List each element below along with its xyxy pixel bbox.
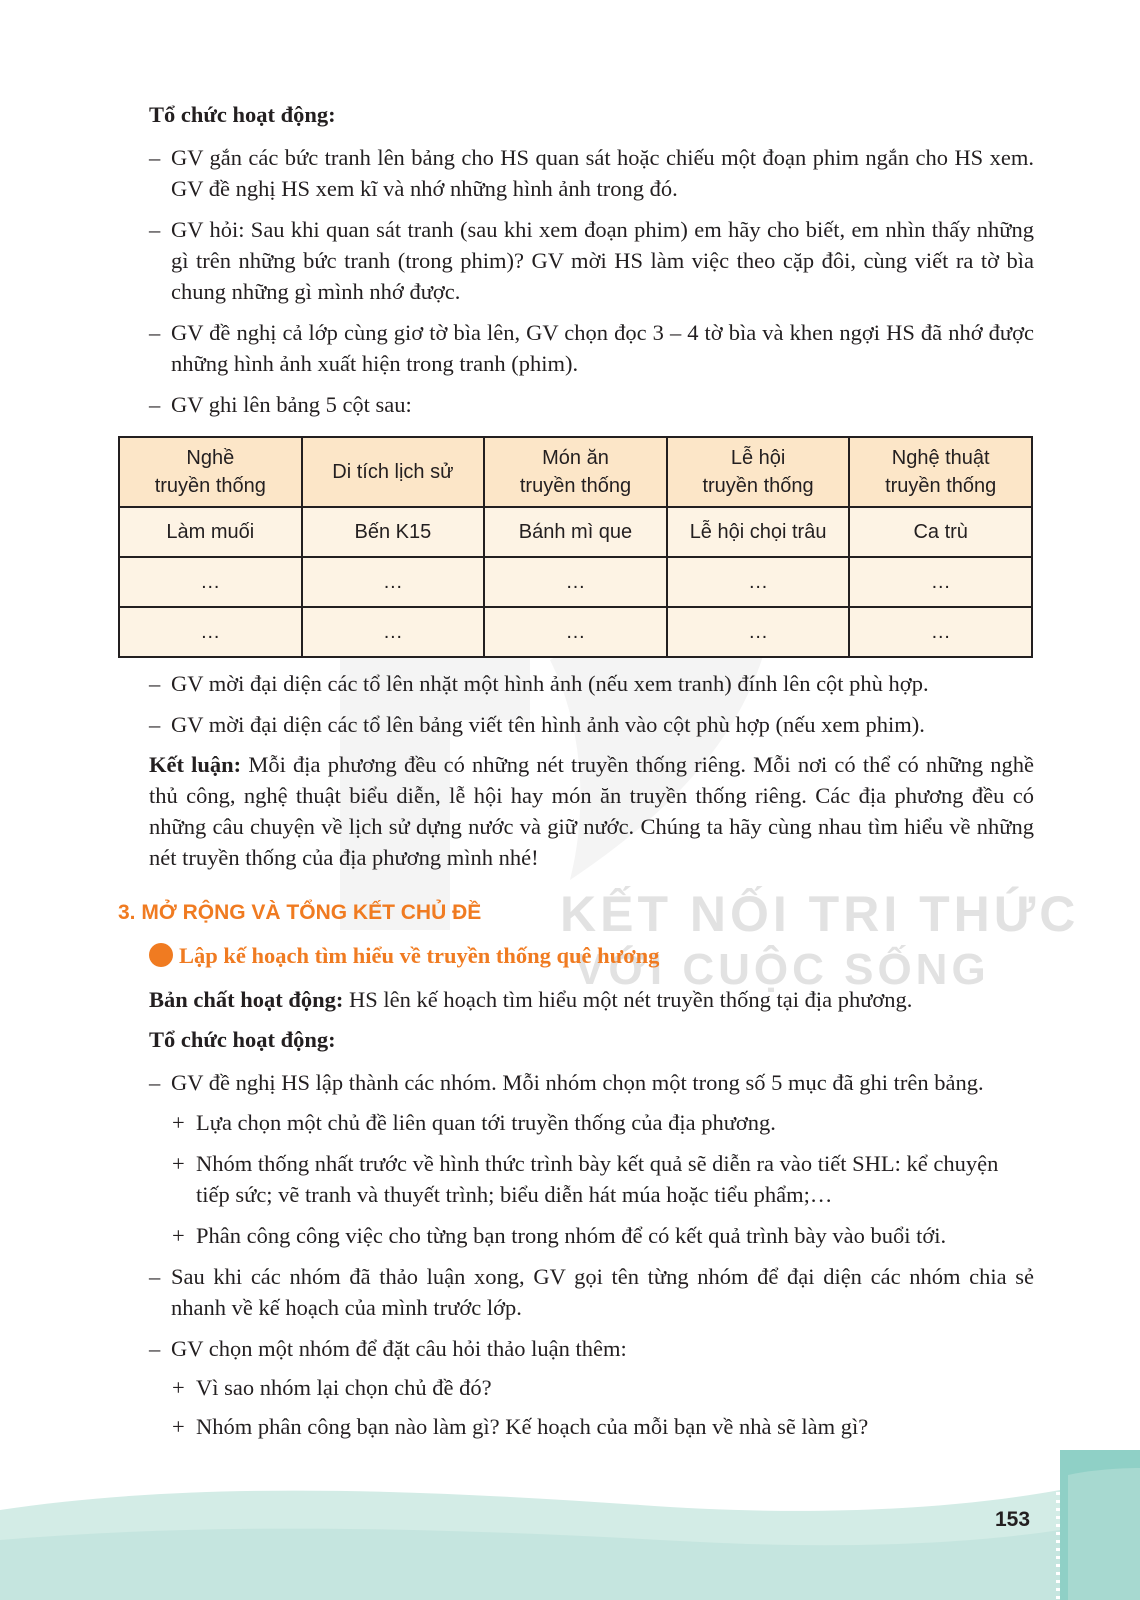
orange-dot-icon [149, 943, 173, 967]
plus-marker: + [172, 1375, 185, 1400]
list-item [149, 142, 1034, 204]
section-title: 3. MỞ RỘNG VÀ TỔNG KẾT CHỦ ĐỀ [118, 901, 482, 924]
table-cell: … [119, 557, 302, 607]
dash-marker: – [149, 712, 161, 737]
table-cell: … [119, 607, 302, 657]
bullet-text: GV gắn các bức tranh lên bảng cho HS quan sát hoặc chiếu một đoạn phim ngắn cho HS xem. GV đề nghị HS xem kĩ và nhớ những hình ảnh trong đó. [171, 145, 1034, 201]
bullet-text: GV đề nghị HS lập thành các nhóm. Mỗi nhóm chọn một trong số 5 mục đã ghi trên bảng. [171, 1070, 984, 1095]
sub-list-item [172, 1372, 1034, 1403]
table-cell: … [667, 607, 850, 657]
bullet-text: GV chọn một nhóm để đặt câu hỏi thảo luận thêm: [171, 1336, 627, 1361]
dash-marker: – [149, 671, 161, 696]
bullet-text: GV hỏi: Sau khi quan sát tranh (sau khi xem đoạn phim) em hãy cho biết, em nhìn thấy những gì trên những bức tranh (trong phim)? GV mời HS làm việc theo cặp đôi, cùng viết ra tờ bìa chung những gì mình nhớ được. [171, 217, 1034, 304]
table-cell: Bến K15 [302, 507, 485, 557]
table-header-cell: Nghệ thuật truyền thống [849, 437, 1032, 507]
table-header-cell: Nghề truyền thống [119, 437, 302, 507]
plus-marker: + [172, 1223, 185, 1248]
table-row [119, 557, 1032, 607]
table-cell: Lễ hội chọi trâu [667, 507, 850, 557]
dash-marker: – [149, 1336, 161, 1361]
list-item [149, 709, 1034, 740]
bullet-text: GV mời đại diện các tổ lên nhặt một hình ảnh (nếu xem tranh) đính lên cột phù hợp. [171, 671, 929, 696]
dash-marker: – [149, 217, 161, 242]
plus-marker: + [172, 1414, 185, 1439]
table-cell: … [484, 607, 667, 657]
activity-nature [149, 984, 1034, 1015]
plus-marker: + [172, 1151, 185, 1176]
dash-marker: – [149, 1264, 161, 1289]
table-header-cell: Di tích lịch sử [302, 437, 485, 507]
dash-marker: – [149, 320, 161, 345]
plus-marker: + [172, 1110, 185, 1135]
sub-list-item [172, 1220, 1034, 1251]
footer-wave [0, 1450, 1140, 1600]
table-cell: … [302, 607, 485, 657]
traditions-table [118, 436, 1033, 658]
activity-title [149, 943, 659, 969]
sub-bullet-text: Lựa chọn một chủ đề liên quan tới truyền thống của địa phương. [196, 1110, 776, 1135]
table-row [119, 607, 1032, 657]
sub-bullet-text: Nhóm phân công bạn nào làm gì? Kế hoạch của mỗi bạn về nhà sẽ làm gì? [196, 1414, 869, 1439]
page-number: 153 [995, 1508, 1031, 1531]
list-item [149, 1067, 1034, 1098]
sub-list-item [172, 1411, 1034, 1442]
list-item [149, 389, 1034, 420]
table-header-row [119, 437, 1032, 507]
table-cell: Bánh mì que [484, 507, 667, 557]
list-item [149, 214, 1034, 307]
sub-list-item [172, 1107, 1034, 1138]
table-cell: … [849, 607, 1032, 657]
sub-bullet-text: Phân công công việc cho từng bạn trong nhóm để có kết quả trình bày vào buổi tới. [196, 1223, 947, 1248]
table-cell: Làm muối [119, 507, 302, 557]
nature-text: HS lên kế hoạch tìm hiểu một nét truyền thống tại địa phương. [343, 987, 913, 1012]
table-row [119, 507, 1032, 557]
watermark-line-2: VỚI CUỘC SỐNG [575, 945, 990, 994]
table-cell: … [849, 557, 1032, 607]
conclusion-label: Kết luận: [149, 752, 242, 777]
table-header-cell: Lễ hội truyền thống [667, 437, 850, 507]
list-item [149, 1333, 1034, 1364]
watermark-line-1: KẾT NỐI TRI THỨC [560, 886, 1080, 942]
bullet-text: GV ghi lên bảng 5 cột sau: [171, 392, 412, 417]
conclusion-text: Mỗi địa phương đều có những nét truyền thống riêng. Mỗi nơi có thể có những nghề thủ công, nghệ thuật biểu diễn, lễ hội hay món ăn truyền thống riêng. Các địa phương đều có những câu chuyện về lịch sử dựng nước và giữ nước. Chúng ta hãy cùng nhau tìm hiểu về những nét truyền thống của địa phương mình nhé! [149, 752, 1034, 870]
org-heading-section3: Tổ chức hoạt động: [149, 1027, 336, 1052]
sub-bullet-text: Vì sao nhóm lại chọn chủ đề đó? [196, 1375, 492, 1400]
bullet-text: GV mời đại diện các tổ lên bảng viết tên hình ảnh vào cột phù hợp (nếu xem phim). [171, 712, 925, 737]
bullet-text: Sau khi các nhóm đã thảo luận xong, GV gọi tên từng nhóm để đại diện các nhóm chia sẻ nhanh về kế hoạch của mình trước lớp. [171, 1264, 1034, 1320]
list-item [149, 317, 1034, 379]
sub-list-item [172, 1148, 1034, 1210]
list-item [149, 1261, 1034, 1323]
conclusion-paragraph [149, 749, 1034, 873]
list-item [149, 668, 1034, 699]
sub-bullet-text: Nhóm thống nhất trước về hình thức trình bày kết quả sẽ diễn ra vào tiết SHL: kể chuyện tiếp sức; vẽ tranh và thuyết trình; biểu diễn hát múa hoặc tiểu phẩm;… [196, 1151, 999, 1207]
bullet-text: GV đề nghị cả lớp cùng giơ tờ bìa lên, GV chọn đọc 3 – 4 tờ bìa và khen ngợi HS đã nhớ được những hình ảnh xuất hiện trong tranh (phim). [171, 320, 1034, 376]
dash-marker: – [149, 145, 161, 170]
table-cell: … [484, 557, 667, 607]
dash-marker: – [149, 392, 161, 417]
dash-marker: – [149, 1070, 161, 1095]
activity-title-text: Lập kế hoạch tìm hiểu về truyền thống quê hương [179, 943, 660, 968]
table-cell: … [302, 557, 485, 607]
org-heading-top: Tổ chức hoạt động: [149, 102, 336, 127]
table-header-cell: Món ăn truyền thống [484, 437, 667, 507]
table-cell: … [667, 557, 850, 607]
table-cell: Ca trù [849, 507, 1032, 557]
nature-label: Bản chất hoạt động: [149, 987, 344, 1012]
